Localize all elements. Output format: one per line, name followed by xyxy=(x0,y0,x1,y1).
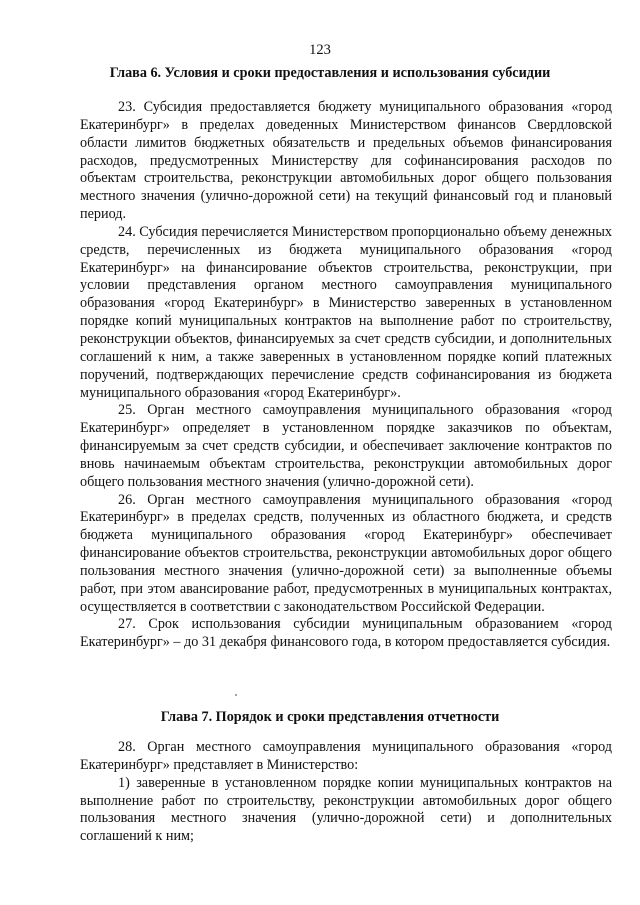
paragraph-26: 26. Орган местного самоуправления муниципального образования «город Екатеринбург» в пределах средств, полученных из областного бюджета, и средств бюджета муниципального образования «город Екатеринбург» обеспечивает финансирование объектов строительства, реконструкции автомобильных дорог общего пользования местного значения (улично-дорожной сети) за выполненные объемы работ, при этом авансирование работ, предусмотренных в муниципальных контрактах, осуществляется в соответствии с законодательством Российской Федерации. xyxy=(80,491,612,615)
chapter-7-title: Глава 7. Порядок и сроки представления отчетности xyxy=(160,709,500,725)
page-number: 123 xyxy=(309,42,331,58)
chapter-7-body xyxy=(80,739,612,846)
paragraph-23: 23. Субсидия предоставляется бюджету муниципального образования «город Екатеринбург» в пределах доведенных Министерством финансов Свердловской области лимитов бюджетных обязательств и предельных объемов финансирования расходов, предусмотренных Министерству для софинансирования расходов по объектам строительства, реконструкции автомобильных дорог общего пользования местного значения (улично-дорожной сети) на текущий финансовый год и плановый период. xyxy=(80,99,612,223)
paragraph-28: 28. Орган местного самоуправления муниципального образования «город Екатеринбург» представляет в Министерство: xyxy=(80,739,612,773)
paragraph-28-item-1: 1) заверенные в установленном порядке копии муниципальных контрактов на выполнение работ по строительству, реконструкции автомобильных дорог общего пользования местного значения (улично-дорожной сети) и дополнительных соглашений к ним; xyxy=(80,774,612,845)
paragraph-24: 24. Субсидия перечисляется Министерством пропорционально объему денежных средств, перечисленных из бюджета муниципального образования «город Екатеринбург» на финансирование объектов строительства, реконструкции, при условии представления органом местного самоуправления муниципального образования «город Екатеринбург» в Министерство заверенных в установленном порядке копий муниципальных контрактов на выполнение работ по строительству, реконструкции объектов, финансируемых за счет средств субсидии, и дополнительных соглашений к ним, а также заверенных в установленном порядке копий платежных поручений, подтверждающих перечисление средств софинансирования из бюджета муниципального образования «город Екатеринбург». xyxy=(80,223,612,401)
paragraph-25: 25. Орган местного самоуправления муниципального образования «город Екатеринбург» определяет в установленном порядке заказчиков по объектам, финансируемым за счет средств субсидии, и обеспечивает заключение контрактов по вновь начинаемым объектам строительства, реконструкции автомобильных дорог общего пользования местного значения (улично-дорожной сети). xyxy=(80,402,612,490)
chapter-6-body xyxy=(80,99,612,652)
chapter-6-title: Глава 6. Условия и сроки предоставления и использования субсидии xyxy=(109,65,551,81)
scan-speck xyxy=(235,694,237,696)
paragraph-27: 27. Срок использования субсидии муниципальным образованием «город Екатеринбург» – до 31 декабря финансового года, в котором предоставляется субсидия. xyxy=(80,616,612,651)
